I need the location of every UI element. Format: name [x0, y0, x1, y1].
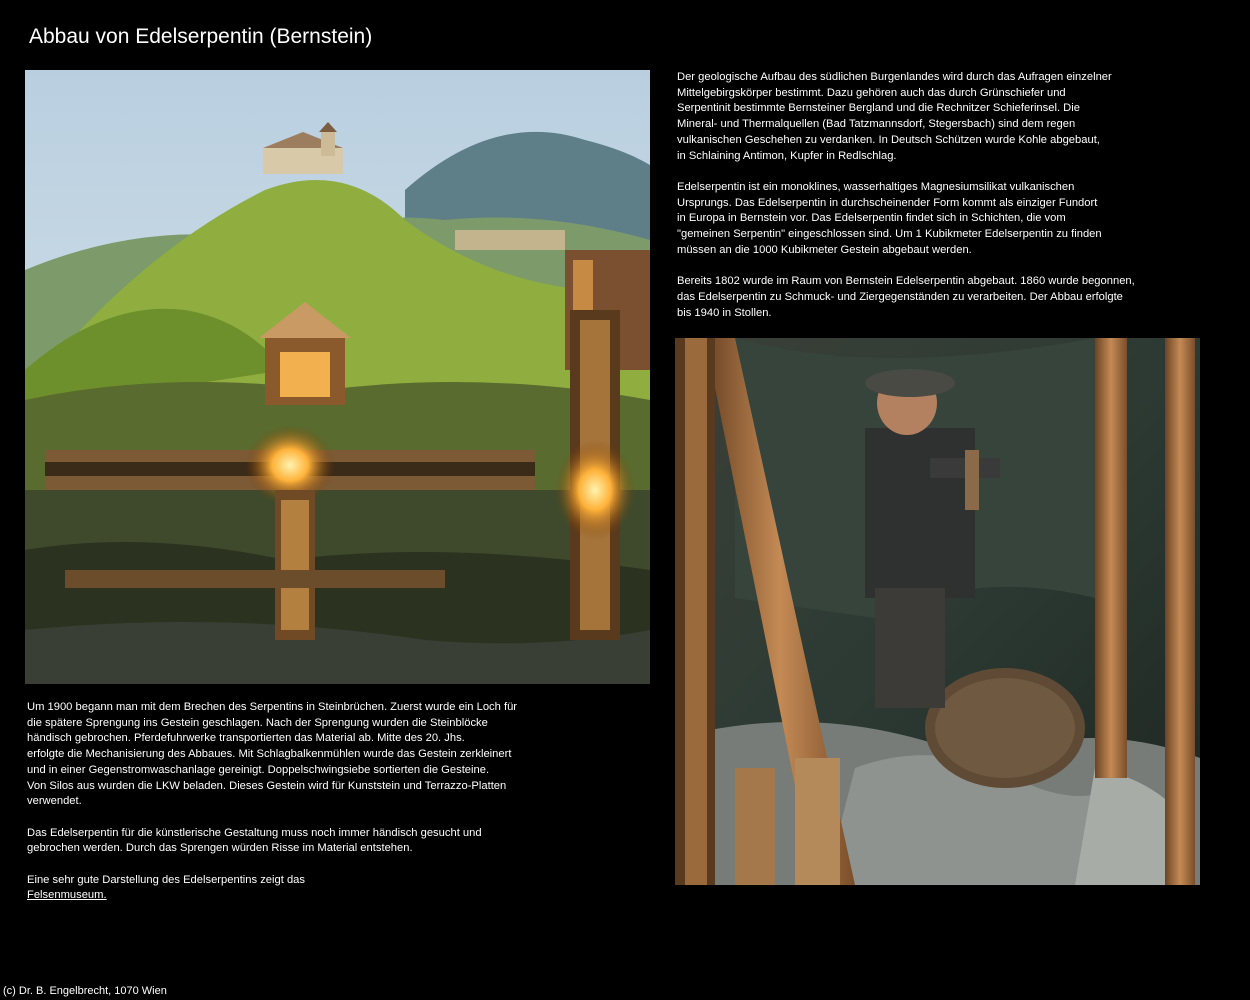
copyright-footer: (c) Dr. B. Engelbrecht, 1070 Wien: [3, 985, 167, 997]
diorama-mine-image: [25, 70, 650, 684]
miner-figure-image: [675, 338, 1200, 885]
geology-text: [677, 70, 1197, 337]
diorama-illustration: [25, 70, 650, 684]
mining-history-text: [27, 700, 587, 920]
miner-illustration: [675, 338, 1200, 885]
geology-paragraph-1: Der geologische Aufbau des südlichen Burgenlandes wird durch das Aufragen einzelner Mittelgebirgskörper bestimmt. Dazu gehören auch das durch Grünschiefer und Serpentinit bestimmte Bernsteiner Bergland und die Rechnitzer Schieferinsel. Die Mineral- und Thermalquellen (Bad Tatzmannsdorf, Stegersbach) sind dem regen vulkanischen Geschehen zu verdanken. In Deutsch Schützen wurde Kohle abgebaut, in Schlaining Antimon, Kupfer in Redlschlag.: [677, 71, 1112, 162]
felsenmuseum-link[interactable]: Felsenmuseum.: [27, 889, 107, 902]
edelserpentin-paragraph: Edelserpentin ist ein monoklines, wasserhaltiges Magnesiumsilikat vulkanischen Ursprungs. Das Edelserpentin in durchscheinender Form kommt als einziger Fundort in Europa in Bernstein vor. Das Edelserpentin findet sich in Schichten, die vom "gemeinen Serpentin" eingeschlossen sind. Um 1 Kubikmeter Edelserpentin zu finden müssen an die 1000 Kubikmeter Gestein abgebaut werden.: [677, 180, 1102, 256]
museum-paragraph: [27, 873, 587, 904]
history-paragraph: Bereits 1802 wurde im Raum von Bernstein Edelserpentin abgebaut. 1860 wurde begonnen, das Edelserpentin zu Schmuck- und Ziergegenständen zu verarbeiten. Der Abbau erfolgte bis 1940 in Stollen.: [677, 275, 1135, 319]
page-title: Abbau von Edelserpentin (Bernstein): [29, 25, 373, 48]
mining-paragraph-1: Um 1900 begann man mit dem Brechen des Serpentins in Steinbrüchen. Zuerst wurde ein Loch für die spätere Sprengung ins Gestein geschlagen. Nach der Sprengung wurden die Steinblöcke händisch gebrochen. Pferdefuhrwerke transportierten das Material ab. Mitte des 20. Jhs. erfolgte die Mechanisierung des Abbaues. Mit Schlagbalkenmühlen wurde das Gestein zerkleinert und in einer Gegenstromwaschanlage gereinigt. Doppelschwingsiebe sortierten die Gesteine. Von Silos aus wurden die LKW beladen. Dieses Gestein wird für Kunststein und Terrazzo-Platten verwendet.: [27, 701, 518, 808]
museum-intro: Eine sehr gute Darstellung des Edelserpentins zeigt das: [27, 873, 305, 886]
mining-paragraph-2: Das Edelserpentin für die künstlerische Gestaltung muss noch immer händisch gesucht und gebrochen werden. Durch das Sprengen würden Risse im Material entstehen.: [27, 826, 482, 855]
